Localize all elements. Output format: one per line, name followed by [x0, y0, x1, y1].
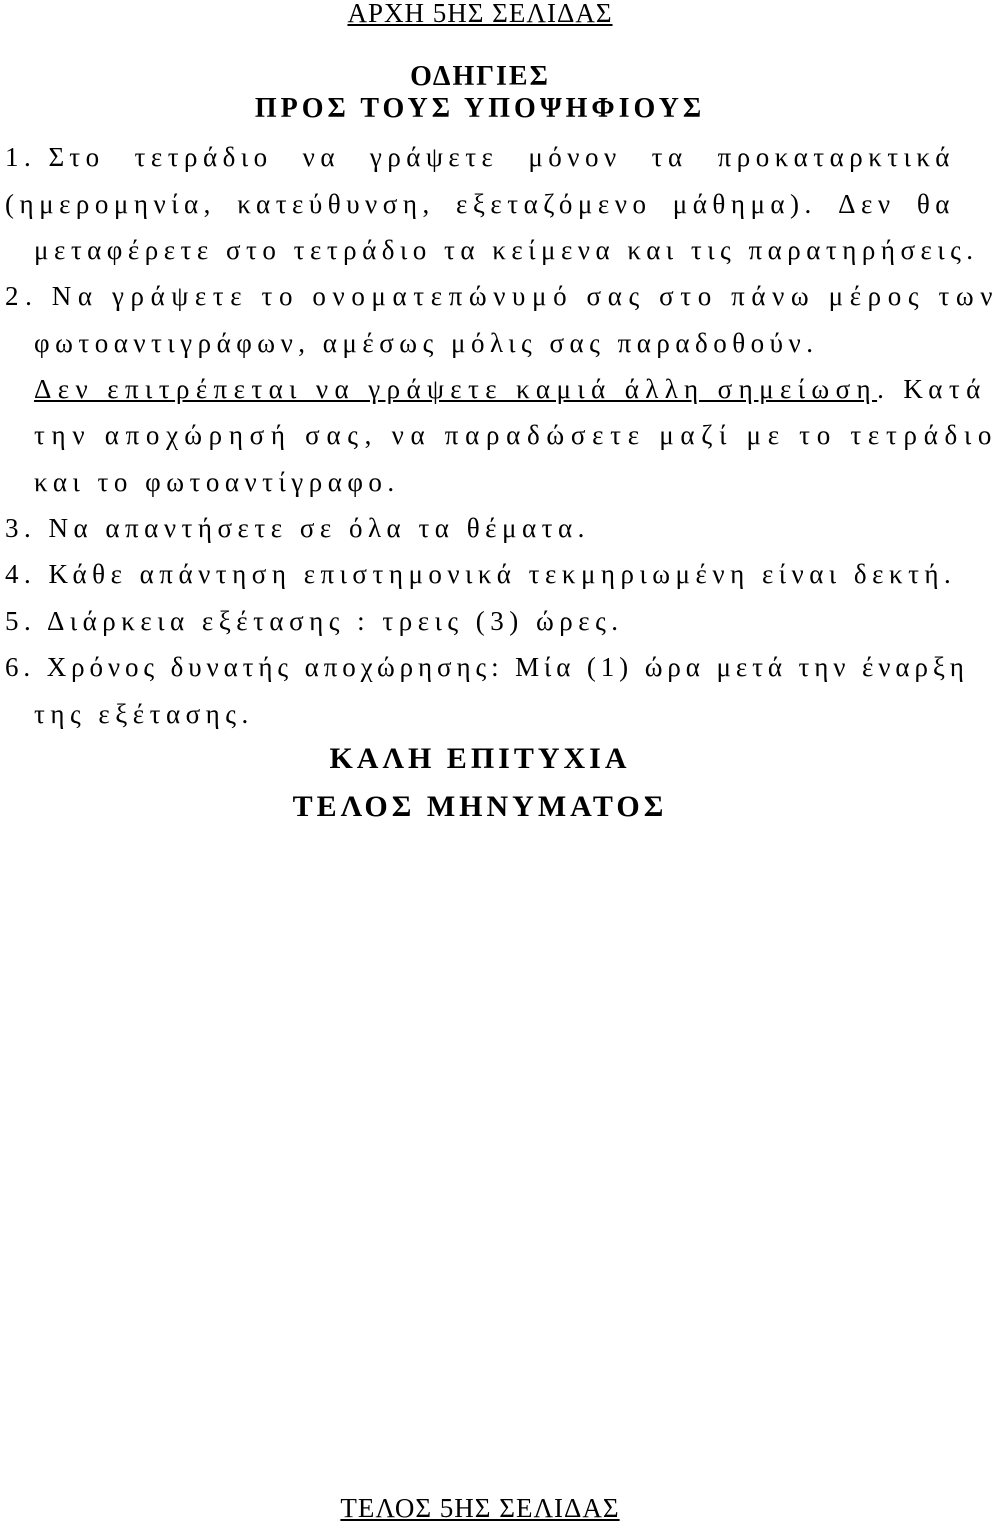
- instruction-2-line-5: και το φωτοαντίγραφο.: [34, 467, 400, 497]
- page-footer: ΤΕΛΟΣ 5ΗΣ ΣΕΛΙΔΑΣ: [340, 1493, 620, 1523]
- instruction-3: 3. Να απαντήσετε σε όλα τα θέματα.: [5, 513, 590, 543]
- instructions-subtitle: ΠΡΟΣ ΤΟΥΣ ΥΠΟΨΗΦΙΟΥΣ: [254, 93, 706, 124]
- instruction-1-line-3: μεταφέρετε στο τετράδιο τα κείμενα και τις παρατηρήσεις.: [34, 235, 979, 265]
- instruction-1-line-1: 1. Στο τετράδιο να γράψετε μόνον τα προκαταρκτικά: [5, 142, 955, 172]
- instructions-title: ΟΔΗΓΙΕΣ: [410, 61, 550, 92]
- end-of-message-text: ΤΕΛΟΣ ΜΗΝΥΜΑΤΟΣ: [292, 790, 668, 823]
- instruction-2-line-1: 2. Να γράψετε το ονοματεπώνυμό σας στο πάνω μέρος των: [5, 281, 999, 311]
- page-header: ΑΡΧΗ 5ΗΣ ΣΕΛΙΔΑΣ: [347, 0, 613, 28]
- instruction-1-line-2: (ημερομηνία, κατεύθυνση, εξεταζόμενο μάθημα). Δεν θα: [5, 189, 955, 219]
- good-luck-text: ΚΑΛΗ ΕΠΙΤΥΧΙΑ: [329, 742, 631, 775]
- instruction-6-line-2: της εξέτασης.: [34, 699, 254, 729]
- instruction-6-line-1: 6. Χρόνος δυνατής αποχώρησης: Μία (1) ώρα μετά την έναρξη: [5, 652, 969, 682]
- instruction-5: 5. Διάρκεια εξέτασης : τρεις (3) ώρες.: [5, 606, 624, 636]
- instruction-2-line-2: φωτοαντιγράφων, αμέσως μόλις σας παραδοθούν.: [34, 328, 819, 358]
- instruction-2-line-3: Δεν επιτρέπεται να γράψετε καμιά άλλη σημείωση. Κατά: [34, 374, 987, 404]
- instruction-4: 4. Κάθε απάντηση επιστημονικά τεκμηριωμένη είναι δεκτή.: [5, 559, 957, 589]
- no-other-notes-warning: Δεν επιτρέπεται να γράψετε καμιά άλλη σημείωση: [34, 374, 878, 404]
- instruction-2-line-4: την αποχώρησή σας, να παραδώσετε μαζί με το τετράδιο: [34, 420, 999, 450]
